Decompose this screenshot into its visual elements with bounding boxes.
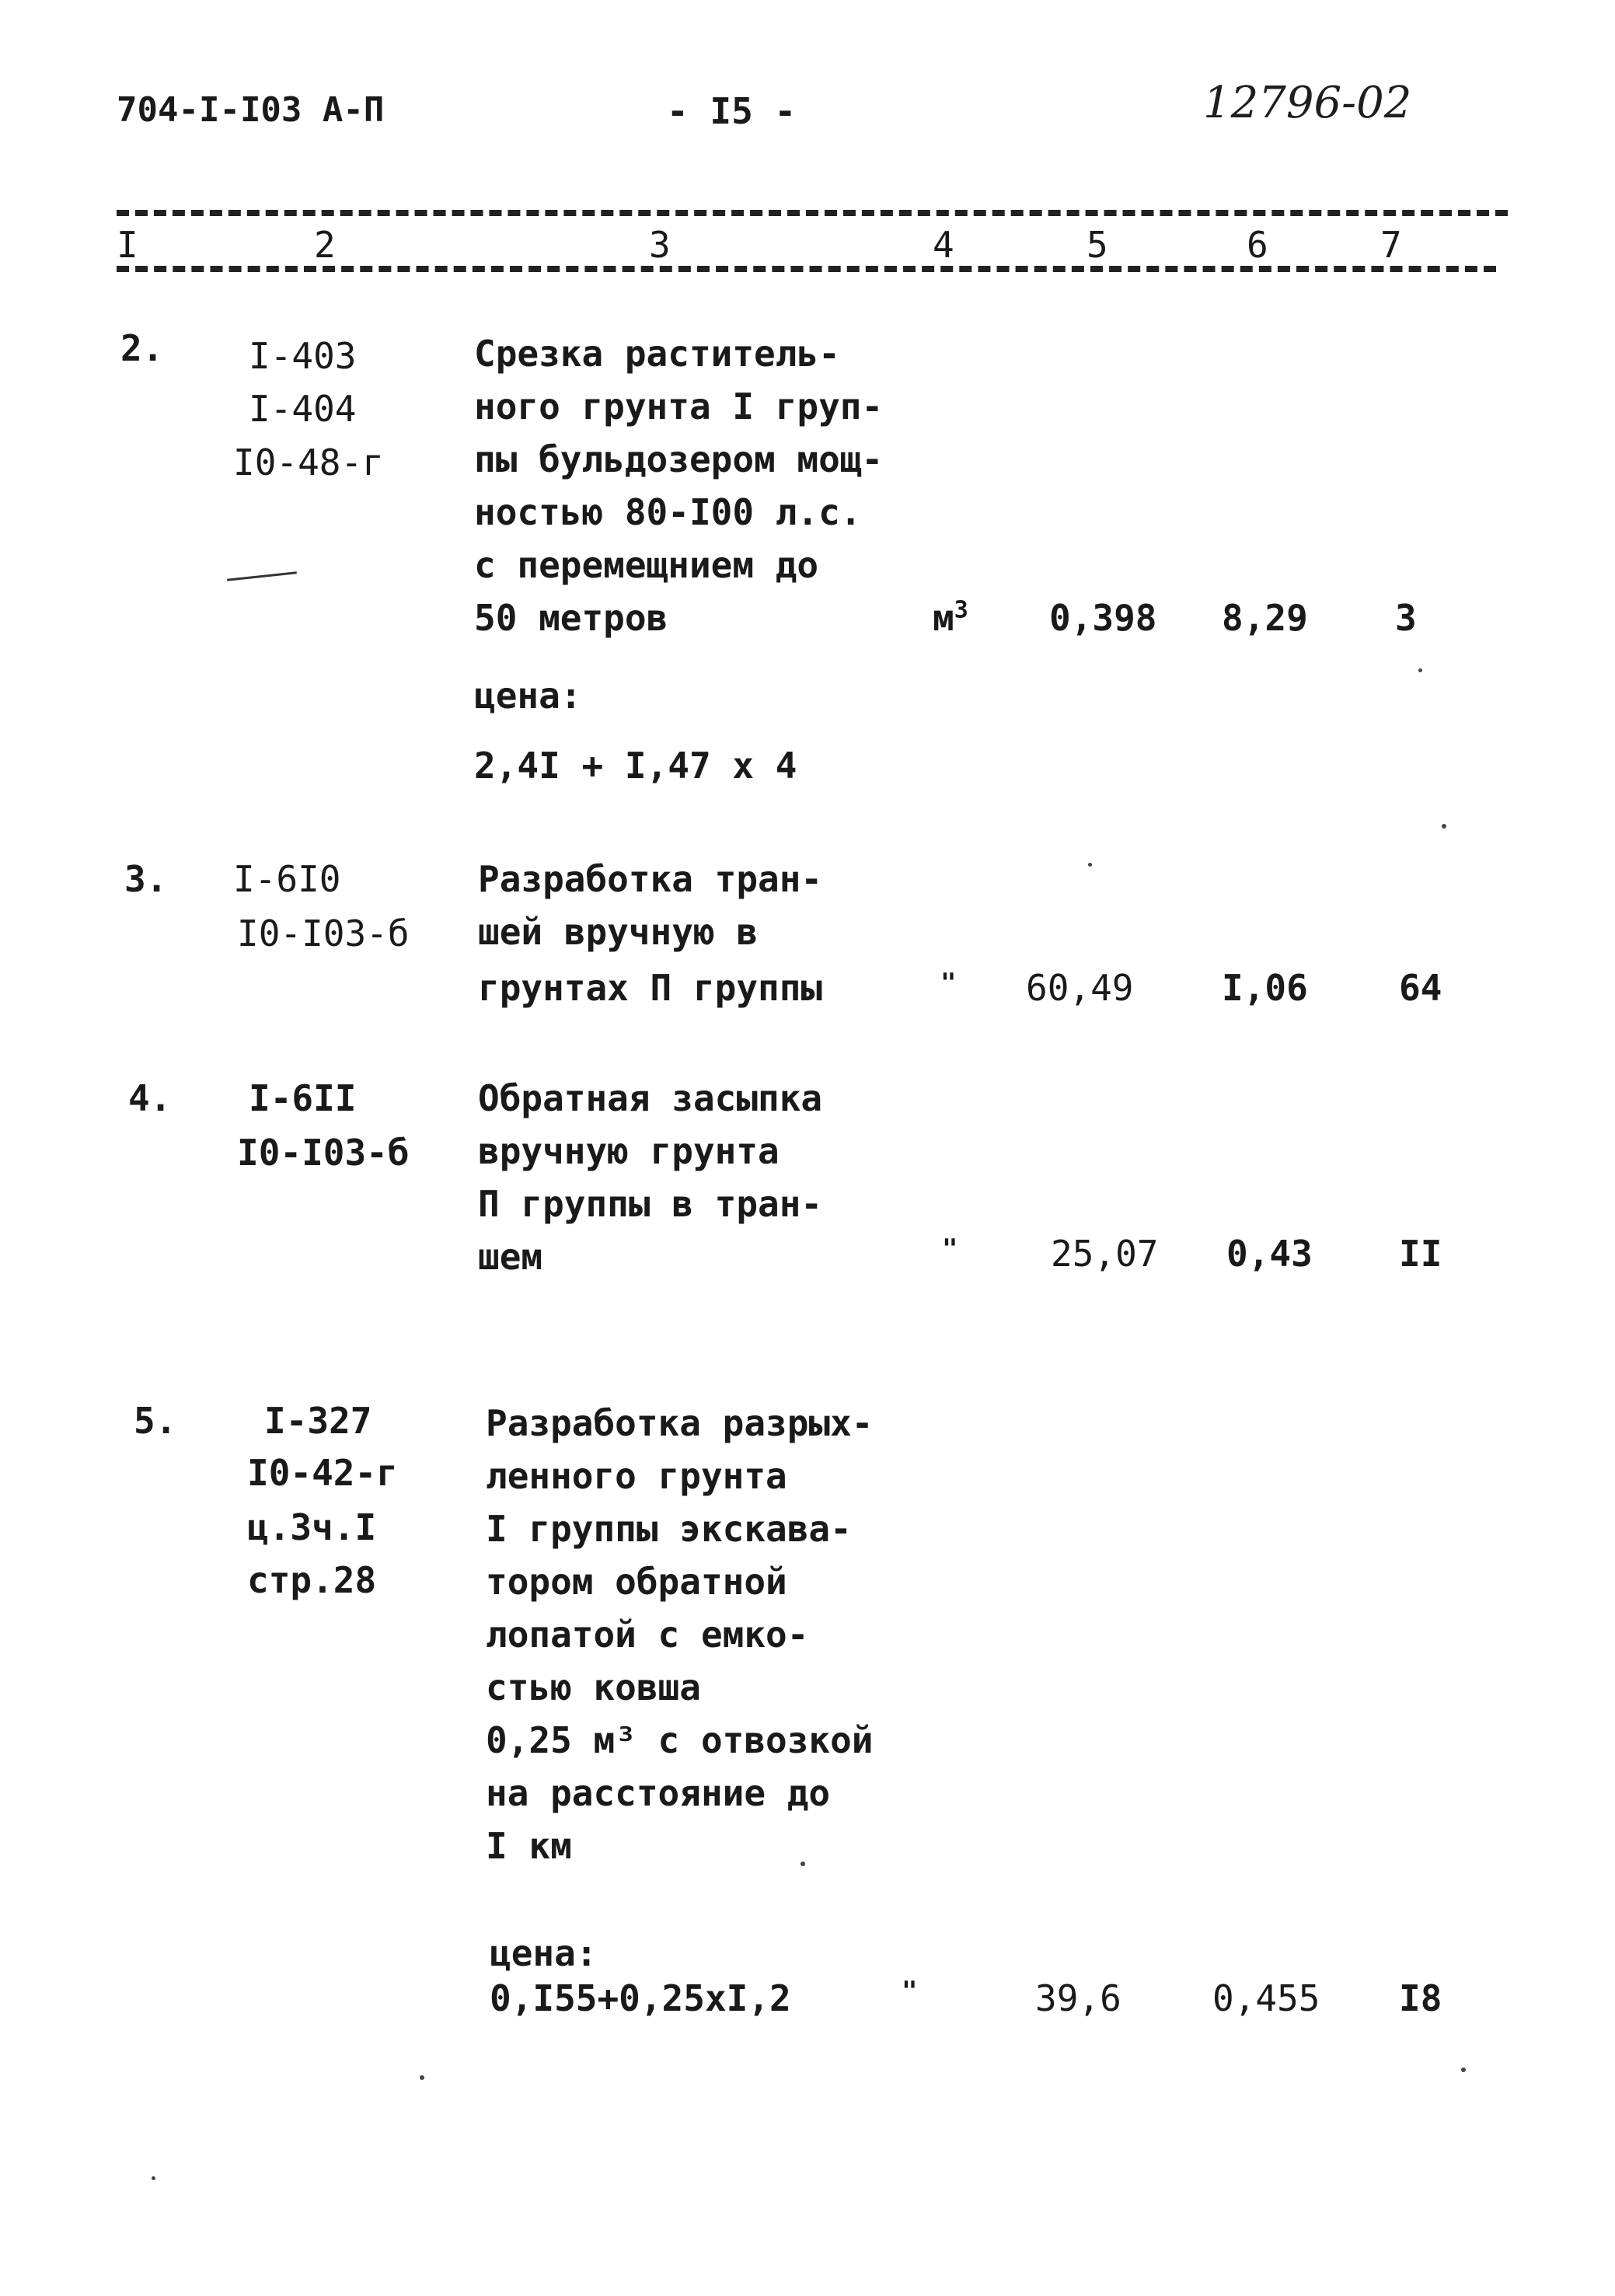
price-label: цена: [474,675,582,717]
description-line: с перемещнием до [474,544,819,586]
unit: $м^3$ [933,596,968,639]
quantity: 39,6 [1035,1977,1121,2019]
price-formula: 2,4I + I,47 х 4 [474,745,797,787]
code-line: I0-I03-б [237,912,410,954]
rate: I,06 [1222,967,1308,1009]
scan-speck [1461,2067,1466,2072]
row-number: 2. [120,327,164,369]
description-line: грунтах П группы [478,967,823,1009]
header-rule-bottom [117,266,1496,272]
col-header-1: I [117,224,138,266]
unit-ditto: " [902,1976,918,2007]
header-rule-top [117,210,1508,216]
row-number: 4. [128,1077,172,1119]
page-number: - I5 - [667,90,797,132]
total: II [1399,1233,1442,1275]
scan-speck [1088,863,1092,867]
scan-speck [801,1862,805,1866]
description-line: I км [486,1825,572,1867]
row-number: 5. [134,1400,177,1442]
description-line: шей вручную в [478,911,759,953]
code-line: стр.28 [247,1559,377,1601]
rate: 0,455 [1212,1977,1320,2019]
total: 3 [1395,597,1417,639]
description-line: шем [478,1236,543,1278]
code-line: I0-I03-б [237,1132,410,1174]
col-header-6: 6 [1247,224,1268,266]
description-line: ного грунта I груп- [474,386,884,427]
description-line: стью ковша [486,1666,701,1708]
description-line: Разработка разрых- [486,1402,874,1444]
description-line: на расстояние до [486,1772,831,1814]
scan-speck [1418,668,1422,672]
code-line: I0-48-г [233,441,384,483]
scan-speck [1442,824,1446,829]
code-line: I-403 [249,335,357,377]
description-line: вручную грунта [478,1130,780,1172]
scan-speck [152,2176,155,2180]
description-line: тором обратной [486,1561,787,1603]
rate: 8,29 [1222,597,1308,639]
pen-stroke [227,571,297,581]
description-line: Срезка раститель- [474,333,840,375]
row-number: 3. [124,858,168,900]
quantity: 25,07 [1051,1233,1159,1275]
quantity: 60,49 [1026,967,1134,1009]
description-line: П группы в тран- [478,1183,823,1225]
description-line: Разработка тран- [478,858,823,900]
total: 64 [1399,967,1442,1009]
quantity: 0,398 [1049,597,1157,639]
price-label: цена: [490,1932,598,1974]
code-line: I-404 [249,388,357,430]
unit-ditto: " [942,1233,958,1265]
code-line: I-6I0 [233,858,341,900]
unit-ditto: " [940,968,957,999]
code-line: ц.3ч.I [247,1506,377,1548]
col-header-4: 4 [933,224,954,266]
code-line: I-327 [264,1400,372,1442]
description-line: 0,25 м³ с отвозкой [486,1719,874,1761]
description-line: ностью 80-I00 л.с. [474,491,862,533]
code-line: I-6II [249,1077,357,1119]
description-line: I группы экскава- [486,1508,852,1550]
col-header-2: 2 [314,224,336,266]
col-header-7: 7 [1380,224,1402,266]
rate: 0,43 [1226,1233,1313,1275]
price-formula: 0,I55+0,25хI,2 [490,1977,791,2019]
col-header-3: 3 [649,224,671,266]
description-line: ленного грунта [486,1455,787,1497]
handwritten-reference: 12796-02 [1203,78,1412,128]
description-line: 50 метров [474,597,668,639]
description-line: Обратная засыпка [478,1077,823,1119]
total: I8 [1399,1977,1442,2019]
code-line: I0-42-г [247,1452,398,1494]
document-code: 704-I-I03 А-П [117,90,385,130]
scan-speck [420,2075,424,2080]
col-header-5: 5 [1087,224,1108,266]
description-line: пы бульдозером мощ- [474,438,884,480]
description-line: лопатой с емко- [486,1614,809,1656]
